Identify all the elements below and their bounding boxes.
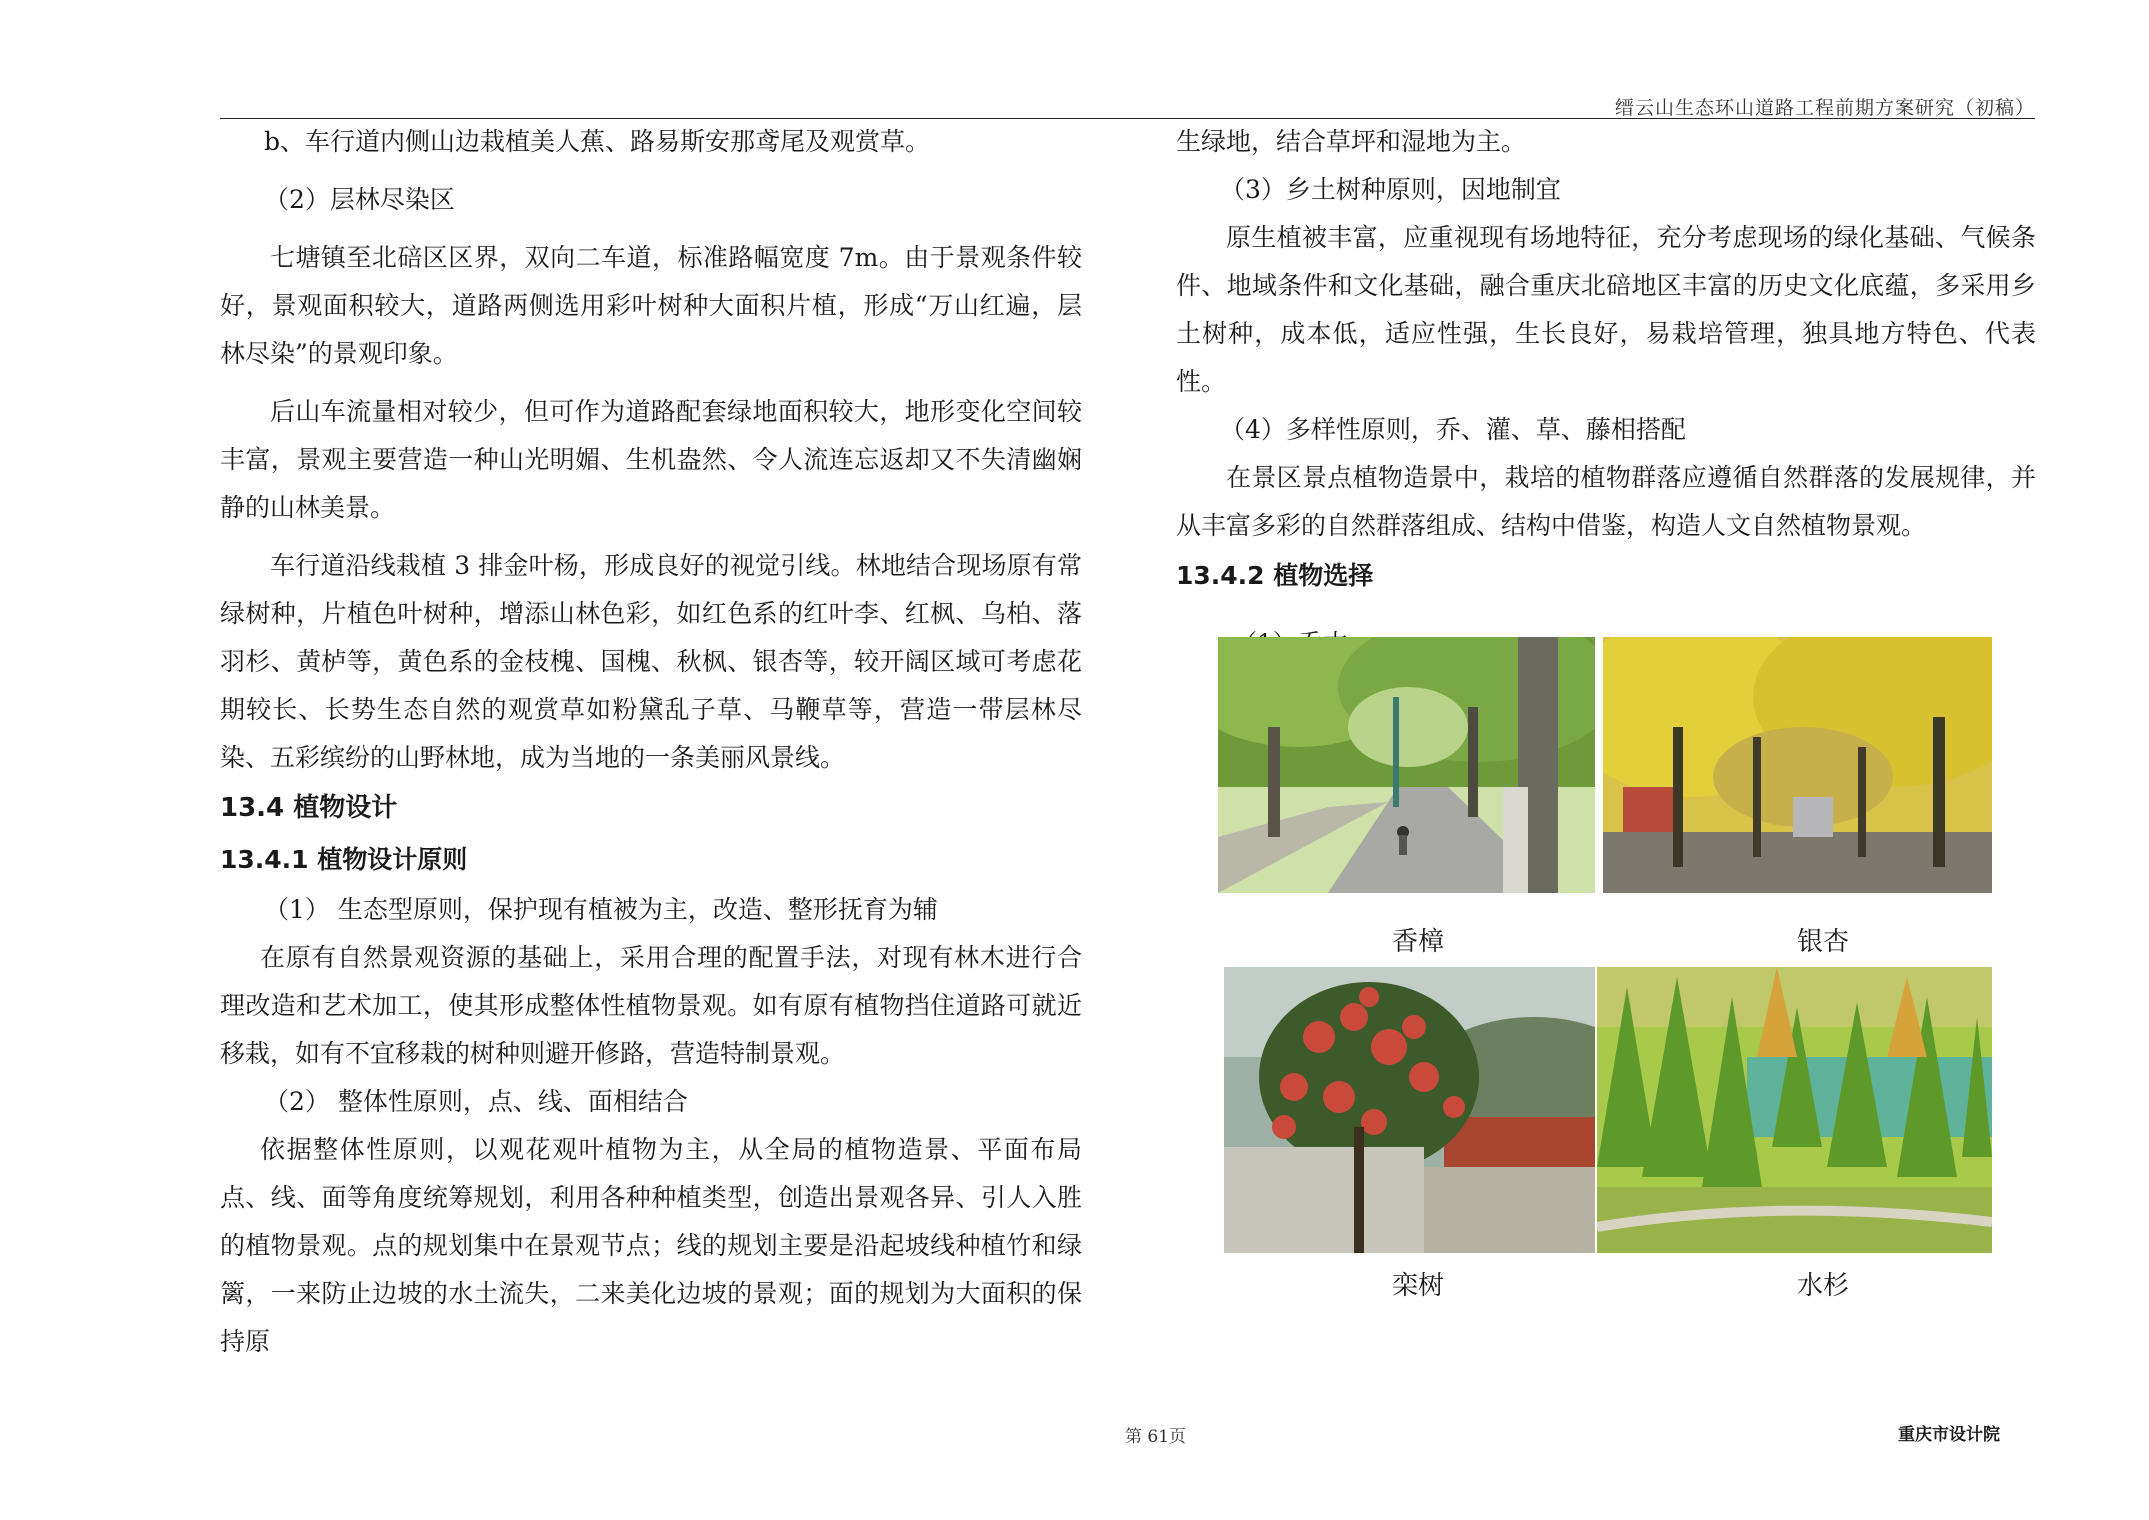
subsection-heading: 13.4.1 植物设计原则 (220, 845, 468, 874)
metasequoia-photo (1597, 967, 1992, 1253)
left-column (220, 118, 1082, 1366)
section-label: （2）层林尽染区 (264, 185, 455, 214)
photo-caption: 银杏 (1796, 927, 1849, 957)
principle-heading: （4）多样性原则，乔、灌、草、藤相搭配 (1220, 415, 1686, 444)
principle-heading: （1） 生态型原则，保护现有植被为主，改造、整形抚育为辅 (264, 895, 938, 924)
camphor-photo (1218, 637, 1595, 893)
subsection-heading: 13.4.2 植物选择 (1176, 561, 1374, 590)
paragraph: 原生植被丰富，应重视现有场地特征，充分考虑现场的绿化基础、气候条件、地域条件和文化基础，融合重庆北碚地区丰富的历史文化底蕴，多采用乡土树种，成本低，适应性强，生长良好，易栽培管理，独具地方特色、代表性。 (1176, 223, 2036, 396)
document-header-title: 缙云山生态环山道路工程前期方案研究（初稿） (1614, 97, 2035, 119)
principle-heading: （3）乡土树种原则，因地制宜 (1220, 175, 1561, 204)
paragraph: 在原有自然景观资源的基础上，采用合理的配置手法，对现有林木进行合理改造和艺术加工，使其形成整体性植物景观。如有原有植物挡住道路可就近移栽，如有不宜移栽的树种则避开修路，营造特制景观。 (220, 943, 1082, 1068)
right-column (1176, 118, 2036, 668)
paragraph: b、车行道内侧山边栽植美人蕉、路易斯安那鸢尾及观赏草。 (264, 127, 931, 156)
paragraph: 生绿地，结合草坪和湿地为主。 (1176, 127, 1527, 156)
paragraph: 后山车流量相对较少，但可作为道路配套绿地面积较大，地形变化空间较丰富，景观主要营造一种山光明媚、生机盎然、令人流连忘返却又不失清幽娴静的山林美景。 (220, 397, 1082, 522)
page-number: 第 61页 (1125, 1427, 1187, 1447)
ginkgo-photo (1603, 637, 1992, 893)
photo-caption: 栾树 (1391, 1271, 1444, 1301)
photo-caption: 香樟 (1391, 927, 1444, 957)
paragraph: 依据整体性原则，以观花观叶植物为主，从全局的植物造景、平面布局点、线、面等角度统筹规划，利用各种种植类型，创造出景观各异、引人入胜的植物景观。点的规划集中在景观节点；线的规划主要是沿起坡线种植竹和绿篱，一来防止边坡的水土流失，二来美化边坡的景观；面的规划为大面积的保持原 (220, 1135, 1082, 1356)
paragraph: 七塘镇至北碚区区界，双向二车道，标准路幅宽度 7m。由于景观条件较好，景观面积较大，道路两侧选用彩叶树种大面积片植，形成“万山红遍，层林尽染”的景观印象。 (220, 243, 1082, 368)
koelreuteria-photo (1224, 967, 1595, 1253)
paragraph: 在景区景点植物造景中，栽培的植物群落应遵循自然群落的发展规律，并从丰富多彩的自然群落组成、结构中借鉴，构造人文自然植物景观。 (1176, 463, 2036, 540)
photo-caption: 水杉 (1796, 1271, 1849, 1301)
principle-heading: （2） 整体性原则，点、线、面相结合 (264, 1087, 688, 1116)
organization-name: 重庆市设计院 (1898, 1425, 2000, 1445)
paragraph: 车行道沿线栽植 3 排金叶杨，形成良好的视觉引线。林地结合现场原有常绿树种，片植色叶树种，增添山林色彩，如红色系的红叶李、红枫、乌柏、落羽杉、黄栌等，黄色系的金枝槐、国槐、秋枫、银杏等，较开阔区域可考虑花期较长、长势生态自然的观赏草如粉黛乱子草、马鞭草等，营造一带层林尽染、五彩缤纷的山野林地，成为当地的一条美丽风景线。 (220, 551, 1082, 772)
section-heading: 13.4 植物设计 (220, 793, 398, 823)
